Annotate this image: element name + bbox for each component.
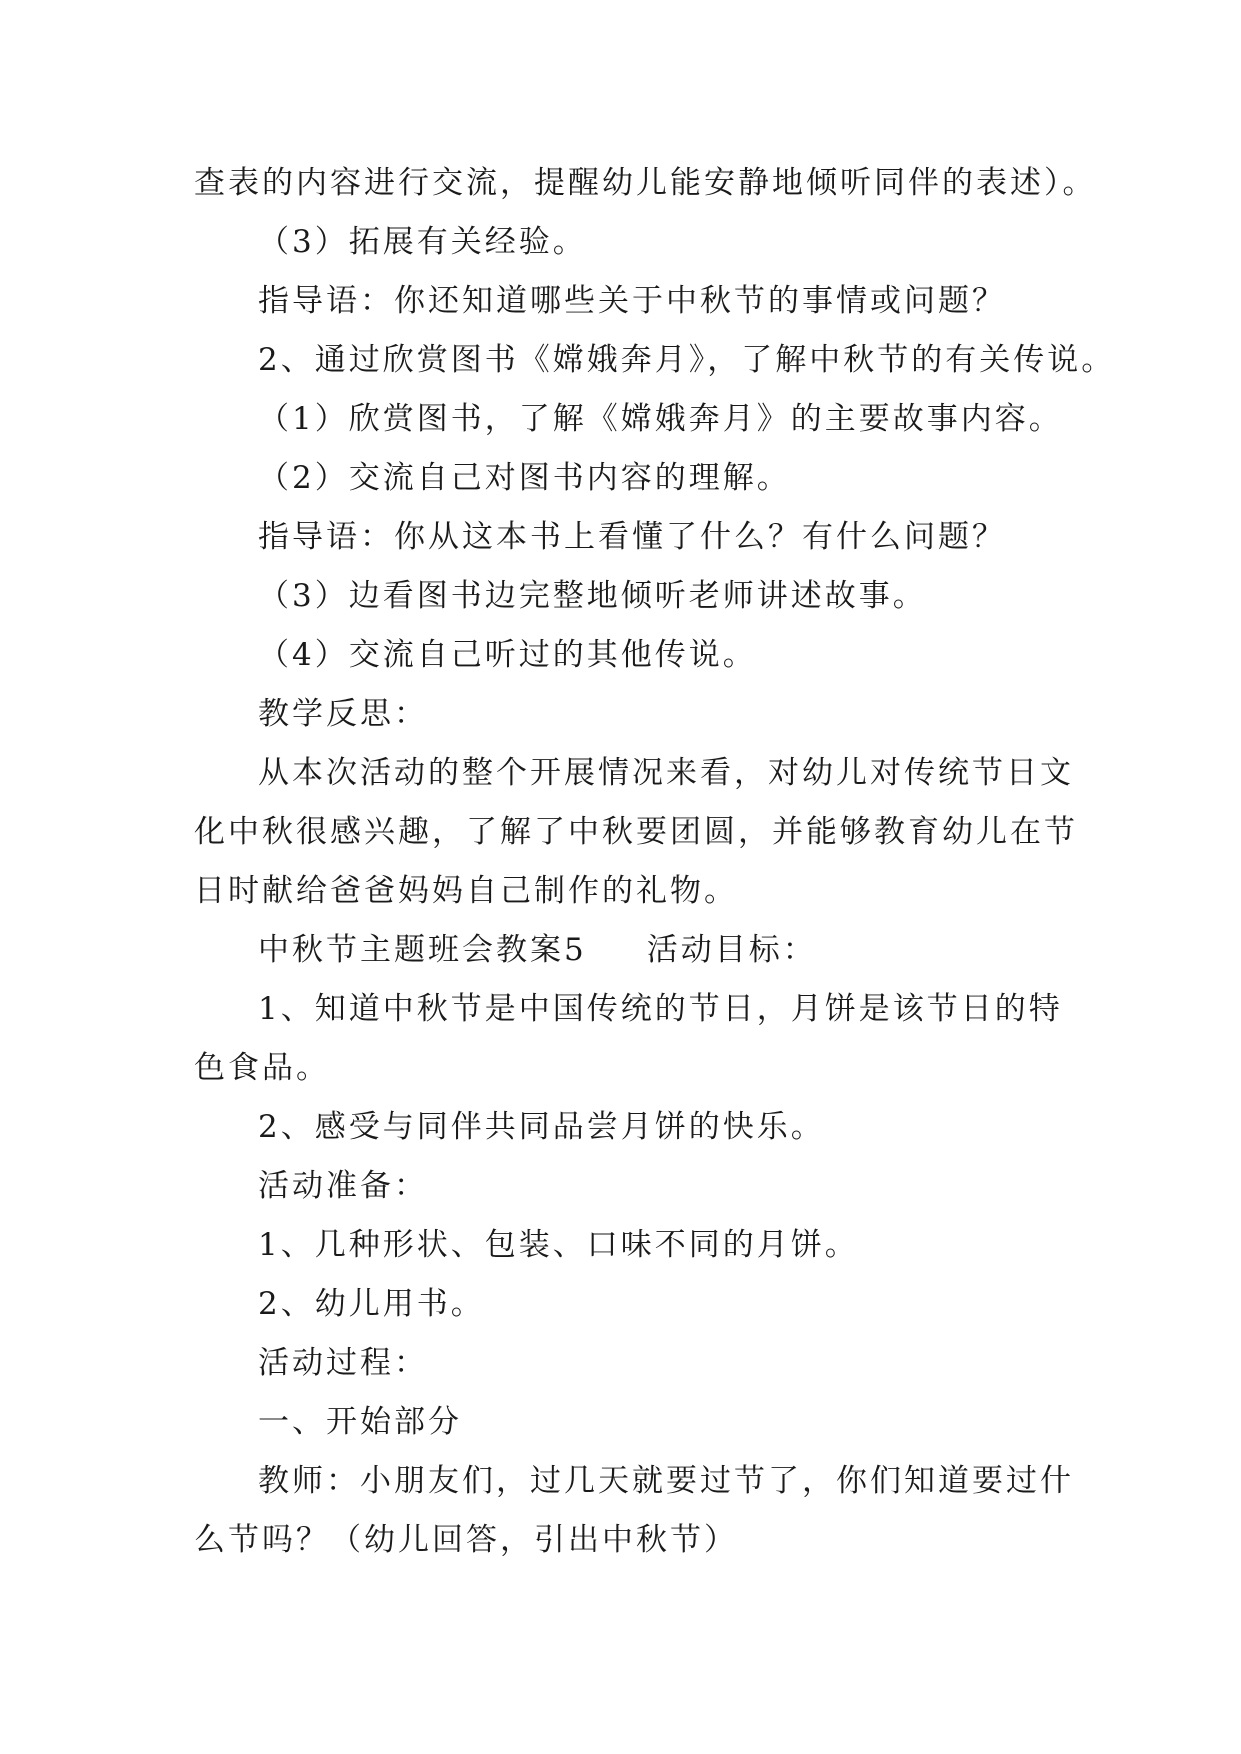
text-line: 一、开始部分: [258, 1404, 462, 1440]
text-line: 查表的内容进行交流，提醒幼儿能安静地倾听同伴的表述）。: [194, 165, 1097, 201]
text-line: 色食品。: [194, 1050, 330, 1086]
section-heading: 活动目标：: [646, 932, 817, 968]
text-line: 化中秋很感兴趣，了解了中秋要团圆，并能够教育幼儿在节: [194, 814, 1078, 850]
text-line: 指导语：你从这本书上看懂了什么？有什么问题？: [258, 519, 1006, 555]
text-line: 2、感受与同伴共同品尝月饼的快乐。: [258, 1109, 825, 1145]
text-line: 教师：小朋友们，过几天就要过节了，你们知道要过什: [258, 1463, 1074, 1499]
text-line: 1、几种形状、包装、口味不同的月饼。: [258, 1227, 859, 1263]
text-line: 么节吗？（幼儿回答，引出中秋节）: [194, 1522, 738, 1558]
text-line: 2、幼儿用书。: [258, 1286, 485, 1322]
text-line: 2、通过欣赏图书《嫦娥奔月》，了解中秋节的有关传说。: [258, 342, 1116, 378]
section-heading: 活动过程：: [258, 1345, 428, 1381]
section-heading: 活动准备：: [258, 1168, 428, 1204]
text-line: （3）拓展有关经验。: [258, 224, 587, 260]
text-line: （3）边看图书边完整地倾听老师讲述故事。: [258, 578, 927, 614]
text-line: 指导语：你还知道哪些关于中秋节的事情或问题？: [258, 283, 1006, 319]
document-title: 中秋节主题班会教案5: [258, 932, 587, 968]
section-heading: 教学反思：: [258, 696, 428, 732]
document-title-line: [258, 930, 817, 970]
text-line: （1）欣赏图书，了解《嫦娥奔月》的主要故事内容。: [258, 401, 1063, 437]
text-line: （2）交流自己对图书内容的理解。: [258, 460, 791, 496]
text-line: 日时献给爸爸妈妈自己制作的礼物。: [194, 873, 738, 909]
text-line: 1、知道中秋节是中国传统的节日，月饼是该节日的特: [258, 991, 1063, 1027]
text-line: 从本次活动的整个开展情况来看，对幼儿对传统节日文: [258, 755, 1074, 791]
text-line: （4）交流自己听过的其他传说。: [258, 637, 757, 673]
